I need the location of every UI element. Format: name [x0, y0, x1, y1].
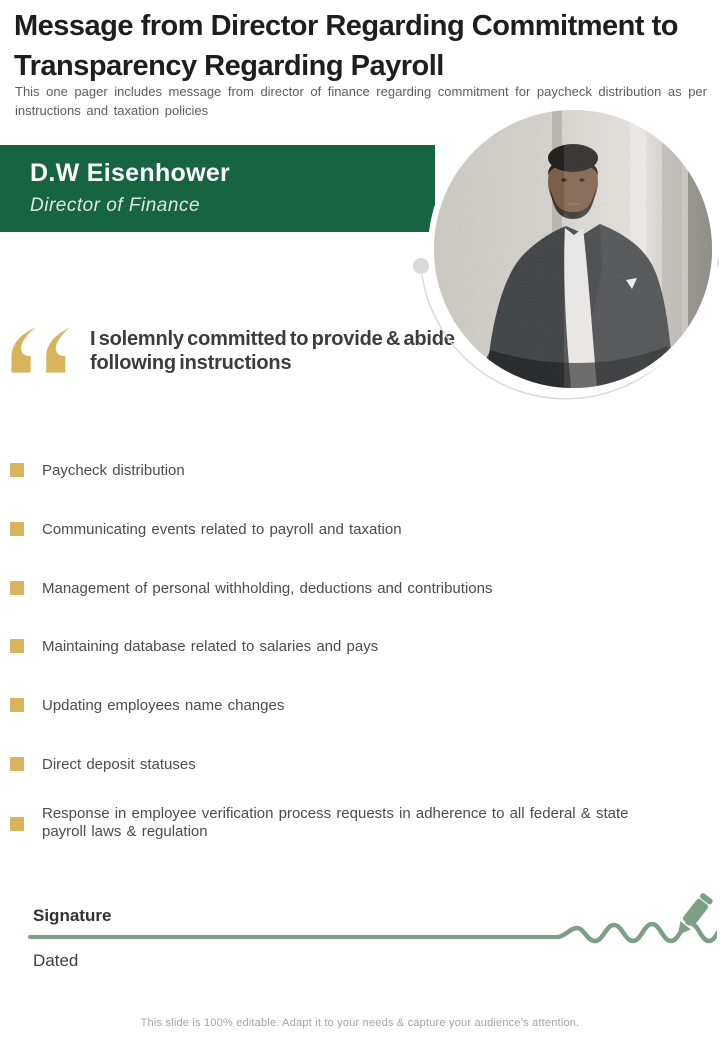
director-role: Director of Finance [30, 195, 201, 216]
bullet-marker [10, 757, 24, 771]
quote-text: I solemnly committed to provide & abide following instructions [90, 328, 455, 374]
signature-line-and-pen-icon [25, 878, 717, 956]
director-name: D.W Eisenhower [30, 159, 231, 187]
bullet-text: Response in employee verification process requests in adherence to all federal & state payroll laws & regulation [42, 805, 629, 840]
bullet-marker [10, 698, 24, 712]
page-subtitle: This one pager includes message from director of finance regarding commitment for paycheck distribution as per instructions and taxation policies [15, 84, 707, 118]
bullet-marker [10, 639, 24, 653]
director-banner [0, 145, 435, 232]
bullet-text: Paycheck distribution [42, 462, 185, 479]
list-item [10, 697, 650, 715]
list-item [10, 521, 650, 539]
bullet-text: Communicating events related to payroll and taxation [42, 521, 402, 538]
bullet-marker [10, 463, 24, 477]
bullet-text: Maintaining database related to salaries and pays [42, 638, 379, 655]
bullet-text: Updating employees name changes [42, 697, 285, 714]
bullet-marker [10, 581, 24, 595]
bullet-text: Management of personal withholding, deductions and contributions [42, 580, 493, 597]
bullet-marker [10, 817, 24, 831]
list-item [10, 638, 650, 656]
signature-label: Signature [33, 906, 112, 925]
dated-label: Dated [33, 951, 79, 970]
portrait-illustration [434, 110, 712, 388]
page-title: Message from Director Regarding Commitment to Transparency Regarding Payroll [14, 10, 678, 82]
director-photo [428, 104, 718, 394]
footer-note: This slide is 100% editable. Adapt it to your needs & capture your audience’s attention. [140, 1017, 580, 1029]
list-item [10, 805, 650, 841]
list-item [10, 756, 650, 774]
pen-icon [672, 892, 713, 939]
list-item [10, 580, 650, 598]
bullet-marker [10, 522, 24, 536]
list-item [10, 462, 650, 480]
bullet-text: Direct deposit statuses [42, 756, 196, 773]
arc-dot-left [413, 258, 429, 274]
